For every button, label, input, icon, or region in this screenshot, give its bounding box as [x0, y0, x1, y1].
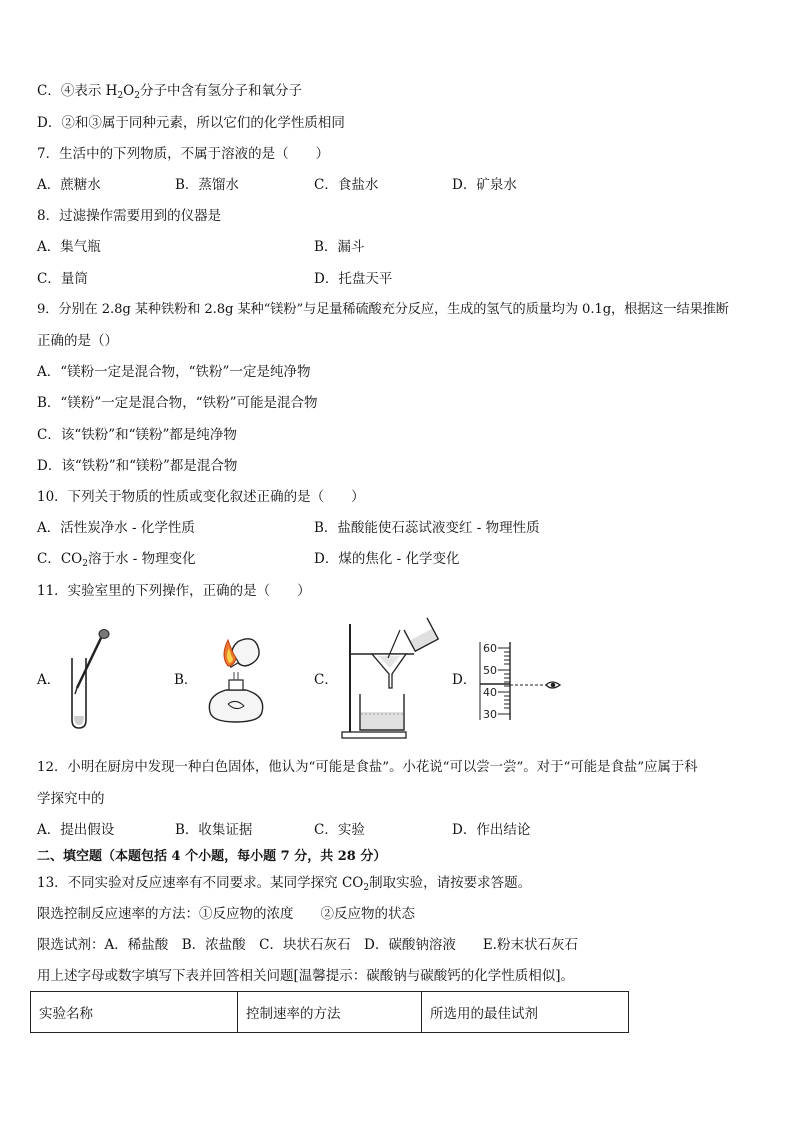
q6-option-d: D．②和③属于同种元素，所以它们的化学性质相同	[37, 115, 345, 131]
q9-stem-line1: 9．分别在 2.8g 某种铁粉和 2.8g 某种“镁粉”与足量稀硫酸充分反应，生成的氢气的质量均为 0.1g，根据这一结果推断	[37, 302, 729, 317]
q7-option-c: C．食盐水	[314, 177, 379, 193]
table-header-cell: 实验名称	[31, 992, 238, 1033]
q7-option-d: D．矿泉水	[452, 177, 517, 193]
q11-option-a-label: A．	[37, 672, 61, 688]
q9-option-c: C．该“铁粉”和“镁粉”都是纯净物	[37, 427, 237, 443]
q12-option-d: D．作出结论	[452, 822, 531, 838]
q13-reagents: 限选试剂：A．稀盐酸 B．浓盐酸 C．块状石灰石 D．碳酸钠溶液 E.粉末状石灰石	[37, 937, 578, 953]
q10-option-b: B．盐酸能使石蕊试液变红 - 物理性质	[314, 520, 540, 536]
cylinder-tick-30: 30	[483, 708, 497, 721]
q11-stem: 11．实验室里的下列操作，正确的是（ ）	[37, 583, 311, 599]
q8-option-d: D．托盘天平	[314, 271, 393, 287]
q13-table	[30, 991, 629, 1033]
q12-stem-line1: 12．小明在厨房中发现一种白色固体，他认为“可能是食盐”。小花说“可以尝一尝”。对于“可能是食盐”应属于科	[37, 760, 698, 775]
q12-option-b: B．收集证据	[175, 822, 253, 838]
q10-option-d: D．煤的焦化 - 化学变化	[314, 551, 460, 567]
section-heading: 二、填空题（本题包括 4 个小题，每小题 7 分，共 28 分）	[37, 849, 387, 864]
q11-option-b-label: B．	[174, 672, 198, 688]
q8-stem: 8．过滤操作需要用到的仪器是	[37, 208, 222, 224]
table-header-cell: 控制速率的方法	[238, 992, 422, 1033]
q10-option-c: C．$CO_2$溶于水 - 物理变化	[37, 551, 196, 569]
q7-option-b: B．蒸馏水	[175, 177, 239, 193]
table-header-cell: 所选用的最佳试剂	[422, 992, 629, 1033]
filtration-setup-illustration	[334, 616, 444, 742]
q8-option-c: C．量筒	[37, 271, 88, 287]
q11-option-c-label: C．	[314, 672, 338, 688]
graduated-cylinder-reading-illustration	[476, 638, 566, 724]
q8-option-b: B．漏斗	[314, 239, 365, 255]
q9-option-d: D．该“铁粉”和“镁粉”都是混合物	[37, 458, 238, 474]
q9-option-a: A．“镁粉一定是混合物，“铁粉”一定是纯净物	[37, 364, 311, 380]
q13-stem: 13．不同实验对反应速率有不同要求。某同学探究 $CO_2$制取实验，请按要求答题。	[37, 875, 532, 893]
dropper-test-tube-illustration	[60, 628, 120, 730]
q6-option-c: C．④表示 $H_2O_2$分子中含有氢分子和氧分子	[37, 83, 302, 101]
q12-option-a: A．提出假设	[37, 822, 115, 838]
q13-instruction: 用上述字母或数字填写下表并回答相关问题[温馨提示：碳酸钠与碳酸钙的化学性质相似]。	[37, 968, 575, 984]
q11-option-d-label: D．	[452, 672, 477, 688]
cylinder-tick-50: 50	[483, 664, 497, 677]
cylinder-tick-60: 60	[483, 642, 497, 655]
q7-option-a: A．蔗糖水	[37, 177, 101, 193]
q8-option-a: A．集气瓶	[37, 239, 101, 255]
cylinder-tick-40: 40	[483, 686, 497, 699]
alcohol-lamp-lighting-illustration	[200, 632, 280, 730]
q9-option-b: B．“镁粉”一定是混合物，“铁粉”可能是混合物	[37, 395, 318, 411]
q7-stem: 7．生活中的下列物质，不属于溶液的是（ ）	[37, 146, 330, 162]
q10-option-a: A．活性炭净水 - 化学性质	[37, 520, 195, 536]
q12-stem-line2: 学探究中的	[37, 791, 105, 807]
q9-stem-line2: 正确的是（）	[37, 333, 118, 349]
q13-methods: 限选控制反应速率的方法：①反应物的浓度 ②反应物的状态	[37, 906, 415, 922]
q12-option-c: C．实验	[314, 822, 365, 838]
table-row	[31, 992, 629, 1033]
q10-stem: 10．下列关于物质的性质或变化叙述正确的是（ ）	[37, 489, 365, 505]
